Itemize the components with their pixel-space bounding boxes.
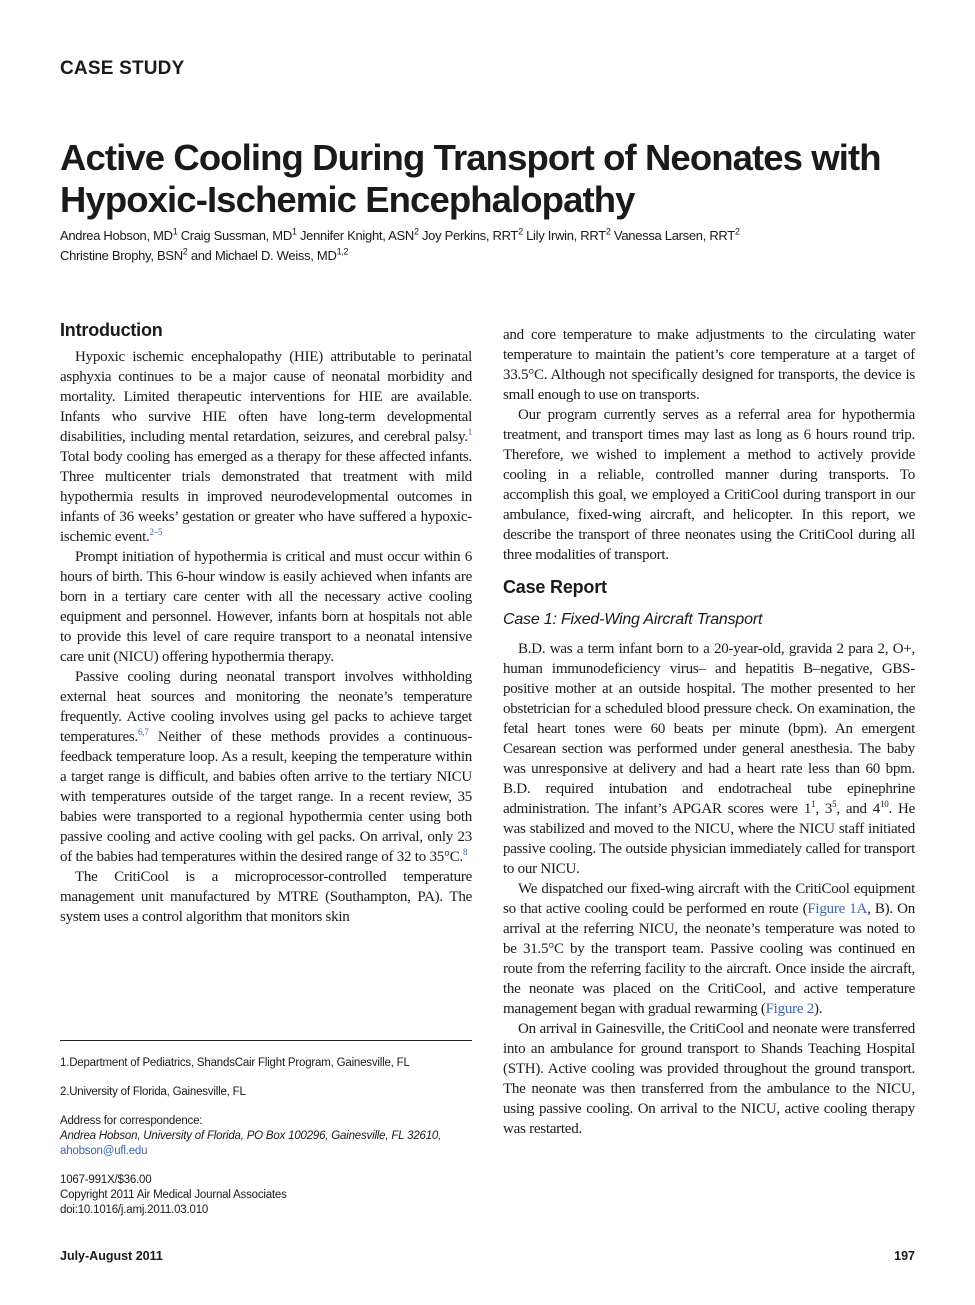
- section-label: CASE STUDY: [60, 58, 185, 79]
- correspondence-email-link[interactable]: ahobson@ufl.edu: [60, 1145, 148, 1157]
- author-name: Jennifer Knight, ASN: [299, 228, 414, 243]
- citation-link[interactable]: 2–5: [149, 527, 163, 537]
- intro-paragraph-1: Hypoxic ischemic encephalopathy (HIE) attributable to perinatal asphyxia continues to be a major cause of neonatal morbidity and mortality. Limited therapeutic interventions for HIE are available. Infants who survive HIE often have long-term developmental disabilities, including mental retardation, seizures, and cerebral palsy.$^1$ Total body cooling has emerged as a therapy for these affected infants. Three multicenter trials demonstrated that treatment with mild hypothermia results in improved neurodevelopmental outcomes in infants of 36 weeks’ gestation or greater who have suffered a hypoxic-ischemic event.$^{2-5}$: [60, 349, 472, 545]
- case-paragraph-2: We dispatched our fixed-wing aircraft with the CritiCool equipment so that active cooling could be performed en route (Figure 1A, B). On arrival at the referring NICU, the neonate’s temperature was noted to be 31.5°C by the transport team. Passive cooling was continued en route from the referring facility to the aircraft. Once inside the aircraft, the neonate was placed on the CritiCool, and active temperature management began with gradual rewarming (Figure 2).: [503, 881, 915, 1017]
- case-paragraph-3: On arrival in Gainesville, the CritiCool and neonate were transferred into an ambulance for ground transport to Shands Teaching Hospital (STH). Active cooling was provided throughout the ground transport. The neonate was then transferred from the ambulance to the NICU, using passive cooling. On arrival to the NICU, active cooling therapy was restarted.: [503, 1021, 915, 1137]
- author-affiliation-mark: 2: [518, 226, 523, 237]
- author-name: Joy Perkins, RRT: [421, 228, 519, 243]
- intro-paragraph-4: The CritiCool is a microprocessor-controlled temperature management unit manufactured by MTRE (Southampton, PA). The system uses a control algorithm that monitors skin: [60, 869, 472, 925]
- article-title: Active Cooling During Transport of Neonates with Hypoxic-Ischemic Encephalopathy: [60, 137, 881, 220]
- author-affiliation-mark: 1: [291, 226, 297, 237]
- author-joiner: and: [187, 248, 215, 263]
- author-list: [60, 226, 920, 266]
- correspondence-label: Address for correspondence:: [60, 1115, 203, 1127]
- author-name: Christine Brophy, BSN: [60, 248, 183, 263]
- author-affiliation-mark: 2: [734, 226, 740, 237]
- case-1-heading: Case 1: Fixed-Wing Aircraft Transport: [503, 611, 763, 628]
- affiliation-2: 2.University of Florida, Gainesville, FL: [60, 1086, 246, 1098]
- intro-paragraph-4-continued: and core temperature to make adjustments to the circulating water temperature to maintain the patient’s core temperature at a target of 33.5°C. Although not specifically designed for transports, the device is small enough to use on transports.: [503, 327, 915, 403]
- citation-link[interactable]: 1: [467, 427, 472, 437]
- introduction-heading: Introduction: [60, 320, 163, 340]
- case-paragraph-1: B.D. was a term infant born to a 20-year-old, gravida 2 para 2, O+, human immunodeficiency virus– and hepatitis B–negative, GBS-positive mother at an outside hospital. The mother presented to her obstetrician for a scheduled blood pressure check. On examination, the fetal heart tones were 60 beats per minute (bpm). An emergent Cesarean section was performed under general anesthesia. The baby was unresponsive at delivery and had a heart rate less than 60 bpm. B.D. required intubation and endotracheal tube epinephrine administration. The infant’s APGAR scores were $1^1$, $3^5$, and $4^{10}$. He was stabilized and moved to the NICU, where the NICU staff initiated passive cooling. The outside physician immediately called for transport to our NICU.: [503, 641, 915, 877]
- left-column: [60, 318, 472, 927]
- citation-link[interactable]: 6,7: [137, 727, 149, 737]
- author-name: Vanessa Larsen, RRT: [613, 228, 735, 243]
- correspondence-address: Andrea Hobson, University of Florida, PO Box 100296, Gainesville, FL 32610,: [60, 1130, 442, 1142]
- page-number: 197: [894, 1249, 915, 1263]
- intro-paragraph-5: Our program currently serves as a referral area for hypothermia treatment, and transport times may last as long as 6 hours round trip. Therefore, we wished to implement a method to actively provide cooling in a reliable, controlled manner during transports. To accomplish this goal, we employed a CritiCool during transport in our ambulance, fixed-wing aircraft, and helicopter. In this report, we describe the transport of three neonates using the CritiCool during all three modalities of transport.: [503, 407, 915, 563]
- author-name: Craig Sussman, MD: [180, 228, 292, 243]
- citation-link[interactable]: 8: [462, 847, 468, 857]
- price-code: 1067-991X/$36.00: [60, 1174, 152, 1186]
- case-report-heading: Case Report: [503, 577, 607, 597]
- copyright: Copyright 2011 Air Medical Journal Associates: [60, 1189, 287, 1201]
- intro-paragraph-3: Passive cooling during neonatal transport involves withholding external heat sources and monitoring the neonate’s temperature frequently. Active cooling involves using gel packs to achieve target temperatures.$^{6,7}$ Neither of these methods provides a continuous-feedback temperature loop. As a result, keeping the temperature within a target range is difficult, and babies often arrive to the tertiary NICU with temperatures outside of the target range. In a recent review, 35 babies were transported to a regional hypothermia center using both passive cooling and active cooling with gel packs. On arrival, only 23 of the babies had temperatures within the desired range of 32 to 35°C.$^8$: [60, 669, 472, 865]
- footnote-divider: [60, 1040, 472, 1041]
- author-name: Michael D. Weiss, MD: [214, 248, 337, 263]
- affiliation-1: 1.Department of Pediatrics, ShandsCair Flight Program, Gainesville, FL: [60, 1057, 410, 1069]
- author-affiliation-mark: 2: [182, 246, 188, 257]
- author-affiliation-mark: 1: [172, 226, 178, 237]
- correspondence: [60, 1114, 480, 1159]
- figure-1a-link[interactable]: Figure 1A: [807, 901, 868, 917]
- author-name: Lily Irwin, RRT: [526, 228, 606, 243]
- intro-paragraph-2: Prompt initiation of hypothermia is critical and must occur within 6 hours of birth. This 6-hour window is easily achieved when infants are born in a tertiary care center with all the necessary active cooling equipment and personnel. However, infants born at hospitals not able to provide this level of care require transport to a neonatal intensive care unit (NICU) offering hypothermia therapy.: [60, 549, 472, 665]
- author-affiliation-mark: 2: [605, 226, 611, 237]
- author-name: Andrea Hobson, MD: [60, 228, 173, 243]
- right-column: [503, 325, 915, 1139]
- author-affiliation-mark: 1,2: [336, 246, 349, 257]
- author-affiliation-mark: 2: [413, 226, 419, 237]
- footnotes: [60, 1056, 480, 1232]
- publication-info: [60, 1173, 480, 1218]
- figure-2-link[interactable]: Figure 2: [765, 1001, 814, 1017]
- issue-date: July-August 2011: [60, 1249, 163, 1263]
- doi: doi:10.1016/j.amj.2011.03.010: [60, 1204, 209, 1216]
